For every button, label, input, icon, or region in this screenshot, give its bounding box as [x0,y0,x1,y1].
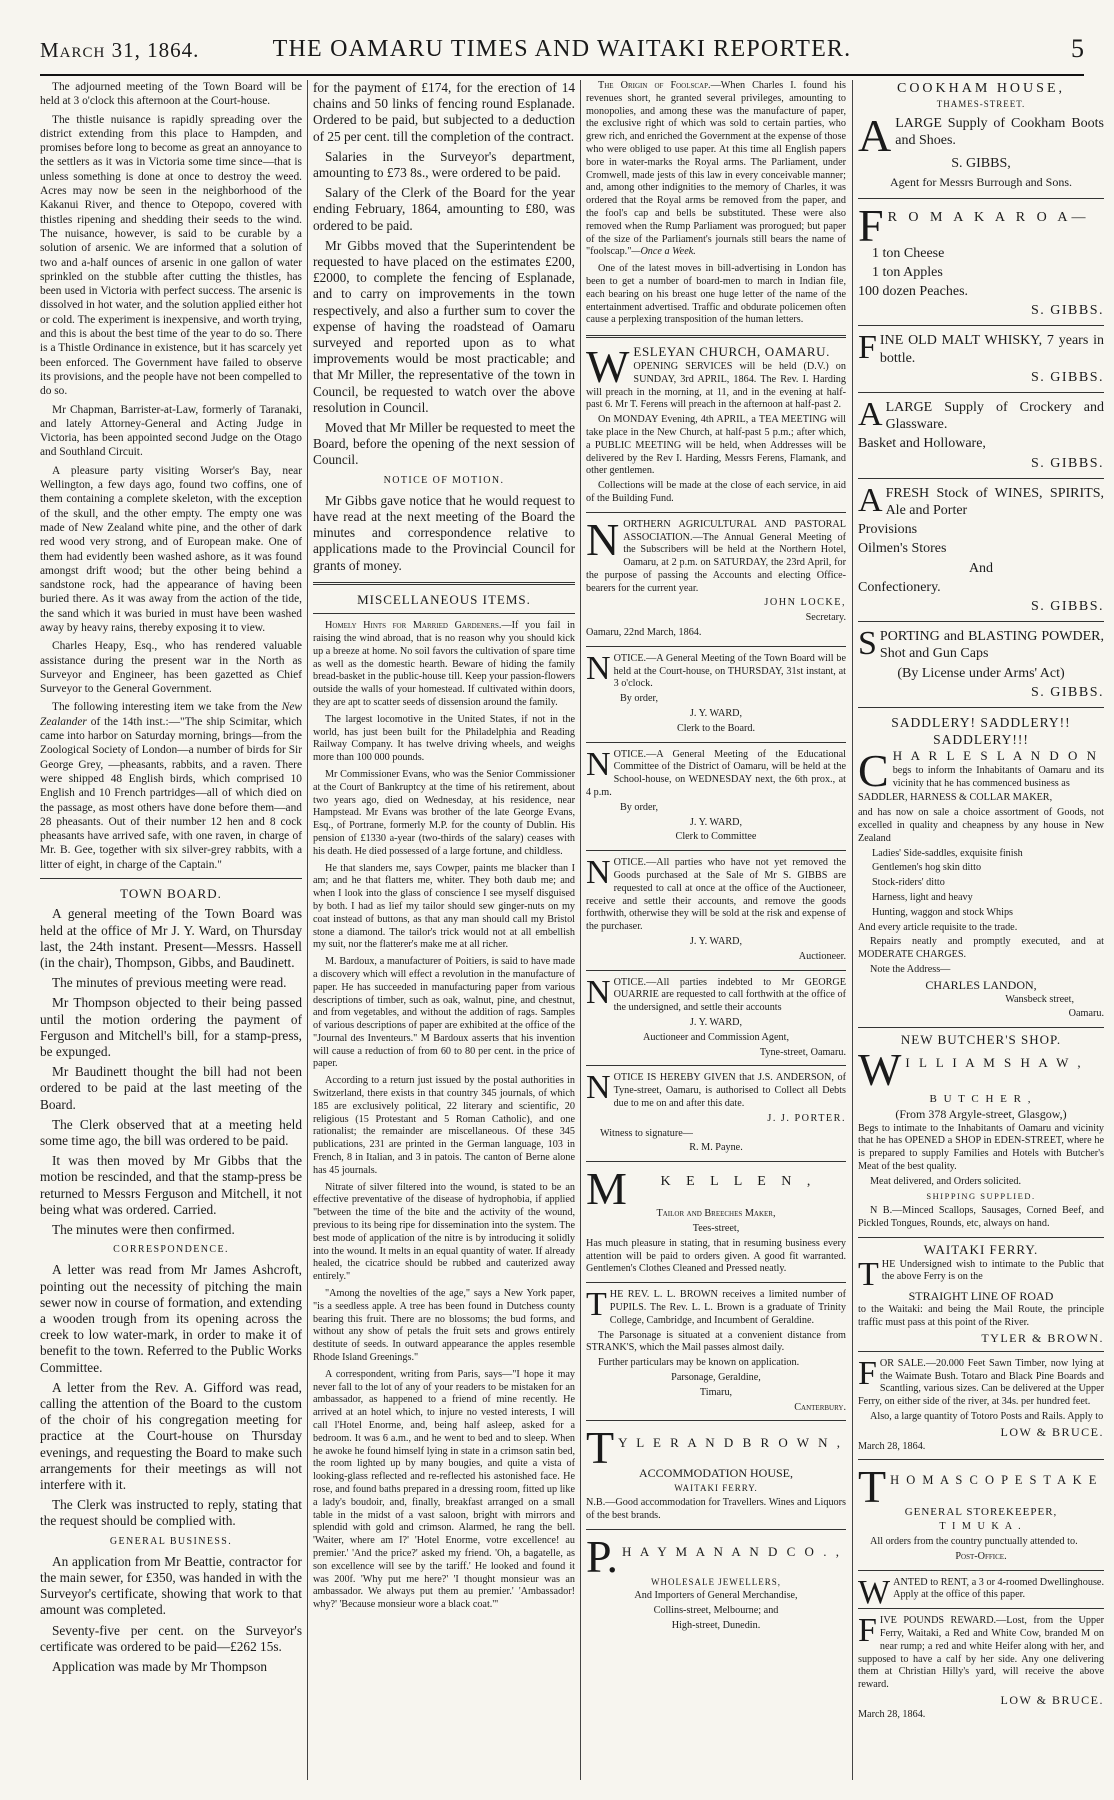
misc-item: "Among the novelties of the age," says a New York paper, "is a seedless apple. A tree has been found in Dutchess county bearing this fruit. There are no blossoms; the bud forms, and without any show of petals the fruit sets and grows entirely destitute of seeds. In outward appearance the apples resemble Rhode Island Greenings." [313,1288,575,1364]
divider [858,1237,1104,1238]
news-paragraph: The adjourned meeting of the Town Board will be held at 3 o'clock this afternoon at the Court-house. [40,81,302,108]
copestake-ad [858,1461,1104,1563]
ad-body: HE Undersigned wish to intimate to the Public that the above Ferry is on the [881,1258,1104,1283]
ad-list-item: Harness, light and heavy [872,891,973,903]
ad-title: I L L I A M S H A W , [905,1054,1084,1070]
report-paragraph: Seventy-five per cent. on the Surveyor's certificate was ordered to be paid—£262 15s. [40,1622,302,1654]
divider [586,742,846,743]
drop-cap: F [858,1612,877,1650]
akaroa-ad [858,199,1104,320]
ad-body: And every article requisite to the trade. [858,921,1018,933]
signature: S. GIBBS. [1030,303,1104,319]
divider [586,1161,846,1162]
signature: S. GIBBS, [951,156,1011,172]
drop-cap: M [586,1163,627,1215]
signature: J. Y. WARD, [689,708,743,720]
ad-line: WAITAKI FERRY. [674,1483,758,1494]
ad-line: And Importers of General Merchandise, [634,1590,798,1602]
ad-line: 1 ton Cheese [872,245,945,261]
drop-cap: N [586,745,611,783]
divider [858,1351,1104,1352]
divider [858,1027,1104,1028]
signature: R. M. Payne. [689,1142,743,1154]
timber-sale-ad [858,1354,1104,1454]
ad-body: LARGE Supply of Crockery and Glassware. [885,399,1104,433]
ad-line: By order, [620,693,659,705]
ad-body: HE REV. L. L. BROWN receives a limited number of PUPILS. The Rev. L. L. Brown is a graduate of Trinity College, Cambridge, and Incumbent of Geraldine. [609,1289,846,1326]
ad-body: Collections will be made at the close of each service, in aid of the Building Fund. [586,480,846,504]
ad-body: begs to inform the Inhabitants of Oamaru and its vicinity that he has commenced business as [892,764,1104,789]
divider [858,1608,1104,1609]
report-paragraph: Mr Gibbs moved that the Superintendent be requested to have placed on the estimates £200, £2000, to complete the fencing of Esplanade, and to carry on improvements in the town respectively, and also a further sum to cover the expense of having the roadstead of Oamaru surveyed and reported upon as to what improvements would be most practicable; and that Mr Miller, the representative of the town in Council, be requested to watch over the above resolution in Council. [313,237,575,415]
misc-item: A correspondent, writing from Paris, says—"I hope it may never fall to the lot of any of your readers to be mistaken for an ambassador, as happened to a friend of mine recently. He arrived at an hotel which, to injure no vested interests, I will call l'Hotel Enorme, and, being half asleep, asked for a bedroom. It was 6 a.m., and he went to bed and to sleep. When he awoke he found himself lying in state in a crimson satin bed, the room lighted up by many bougies, and quite a vista of looking-glass reflected and re-reflected his astonished face. He rose, and found baths prepared in a dressing room, fitted up like a lady's boudoir, and, finally, breakfast arranged on a small table in the midst of a vast saloon, bright with mirrors and splendid with gold and crimson. Alarmed, he rang the bell. 'Waiter, where am I?' 'Hotel Enorme, votre excellence! au premier.' 'And the price?' asked my friend. 'Oh, a bagatelle, as son excellence will see by the tariff.' He looked and found it was 200f. 'Why put me here?' 'I thought monsieur was an ambassador. We always put them au premier.' 'Ambassador! why?' 'Because monsieur wore a black coat.'" [313,1368,575,1611]
report-paragraph: Salaries in the Surveyor's department, amounting to £73 8s., were ordered to be paid. [313,148,575,181]
ad-body: Repairs neatly and promptly executed, and at MODERATE CHARGES. [858,936,1104,961]
divider [313,582,575,585]
divider [858,1459,1104,1460]
ad-line: SHIPPING SUPPLIED. [926,1191,1036,1202]
drop-cap: N [586,1069,611,1107]
kellen-ad [586,1163,846,1276]
ad-body: OTICE IS HEREBY GIVEN that J.S. ANDERSON, of Tyne-street, Oamaru, is authorised to Collect all Debts due to me on and after this date. [613,1072,846,1109]
ad-body: LARGE Supply of Cookham Boots and Shoes. [895,116,1104,149]
news-paragraph: The thistle nuisance is rapidly spreading over the district extending from this place to Hampden, and promises before long to become as great an annoyance to the settlers as it was in Victoria some time since—that is unless something is done at once to destroy the weed. Acres may now be seen in the neighborhood of the Kakanui River, and thence to Otepopo, covered with thistles ripening and shedding their seeds to the wind. The nuisance, however, is said to be curable by a solution of arsenic. We are informed that a solution of two and a-half ounces of arsenic in one gallon of water sprinkled on the stubble after cutting the thistles, has been used in Victoria with perfect success. The arsenic is dissolved in hot water, and the solution applied either hot or cold. The experiment is inexpensive, and worth trying, and this is about the best time of the year to do so. There is a Thistle Ordinance in existence, but it has scarcely yet been enforced. The Government have failed to observe its provisions, and the people have not been compelled to do so. [40,113,302,398]
ad-date: March 28, 1864. [858,1708,926,1720]
page-number: 5 [1071,34,1084,63]
misc-item: According to a return just issued by the postal authorities in Switzerland, there exists in that country 345 journals, of which 185 are exclusively political, 22 literary and scientific, 20 religious (15 Protestant and 5 Roman Catholic), and one rationalist; the remainder are miscellaneous. Of these 345 publications, 231 are printed in the German language, 103 in French, 8 in Italian, and 3 in patois. The canton of Berne alone has 45 journals. [313,1075,575,1176]
ad-line: By order, [620,801,659,813]
ferry-ad [858,1241,1104,1346]
wesleyan-ad [586,341,846,506]
newspaper-name: New Zealander [40,701,302,728]
ad-date: Oamaru, 22nd March, 1864. [586,627,702,639]
subheading: NOTICE OF MOTION. [383,474,505,486]
ad-body: Begs to intimate to the Inhabitants of Oamaru and vicinity that he has OPENED a SHOP in EDEN-STREET, where he is prepared to supply Families and Hotels with Butcher's Meat of the best quality. [858,1122,1104,1172]
divider [586,1529,846,1530]
divider [586,970,846,971]
ad-line: And [968,560,994,576]
tyler-brown-ad [586,1422,846,1522]
divider [858,478,1104,479]
drop-cap: N [586,973,611,1011]
divider [858,1570,1104,1571]
divider [586,1065,846,1066]
report-paragraph: An application from Mr Beattie, contractor for the main sewer, for £350, was handed in with the Surveyor's certificate, showing that work to that amount was completed. [40,1553,302,1618]
item-title: Homely Hints for Married Gardeners. [325,620,502,632]
ad-body: N.B.—Good accommodation for Travellers. Wines and Liquors of the best brands. [586,1496,846,1521]
issue-date: March 31, 1864. [40,38,200,62]
notice-debts [586,973,846,1060]
divider [858,707,1104,708]
ad-body: On MONDAY Evening, 4th APRIL, a TEA MEETING will take place in the New Church, at half-past 5 p.m.; after which, a PUBLIC MEETING will be held, when Addresses will be delivered by the Rev I. Harding, Messrs Ferens, Flamank, and other gentlemen. [586,414,846,477]
divider [858,198,1104,199]
reward-ad [858,1612,1104,1721]
report-paragraph: Mr Thompson objected to their being passed until the motion ordering the payment of Ferguson and Mitchell's bill, for a stamp-press, be expunged. [40,995,302,1059]
ad-body: PORTING and BLASTING POWDER, Shot and Gun Caps [879,629,1104,662]
ad-line: Post-Office. [955,1550,1007,1562]
whisky-ad [858,329,1104,386]
divider [858,392,1104,393]
ad-title: H A Y M A N A N D C O . , [621,1543,842,1559]
report-paragraph: Application was made by Mr Thompson [52,1659,268,1675]
masthead [40,34,1084,76]
news-paragraph [40,700,302,872]
ad-title: ESLEYAN CHURCH, OAMARU. [633,344,830,360]
ad-line: STRAIGHT LINE OF ROAD [908,1288,1054,1303]
misc-item: The largest locomotive in the United States, if not in the world, has just been built for the Philadelphia and Reading Railway Company. It has twelve driving wheels, and weighs more than 100 000 pounds. [313,713,575,764]
column-1 [40,80,302,1780]
news-paragraph: Mr Chapman, Barrister-at-Law, formerly of Taranaki, and lately Attorney-General and Acting Judge in Victoria, has been appointed second Judge on the Otago and Southland Circuit. [40,403,302,459]
news-paragraph: A pleasure party visiting Worser's Bay, near Wellington, a few days ago, found two coffins, one of them containing a complete skeleton, with the exception of the skull, and the other empty. The empty one was made of New Zealand white pine, and the other of dark red wood very strong, and of European make. One of them had evidently been washed ashore, as it was found amongst drift wood; but the other being behind a sandstone rock, had the appearance of having been buried there. As it was away from the action of the tide, the sand which it was buried in must have been washed away by heavy rains, thereby exposing it to view. [40,464,302,634]
divider [858,621,1104,622]
ad-body: OTICE.—All parties indebted to Mr GEORGE OUARRIE are requested to call forthwith at the office of the undersigned, and settle their accounts [613,976,846,1014]
divider [40,878,302,879]
ad-body: FRESH Stock of WINES, SPIRITS, Ale and Porter [885,485,1104,518]
notice-goods [586,854,846,963]
ad-line: Oilmen's Stores [858,541,947,557]
signature-role: Clerk to the Board. [676,722,756,734]
misc-item: One of the latest moves in bill-advertising in London has been to get a number of board-men to march in Indian file, each bearing on his breast one huge letter of the name of the entertainment advertised. Traffic and obdurate policemen often cause a perplexing transposition of the human letters. [586,263,846,326]
signature-role: Auctioneer and Commission Agent, [642,1031,789,1043]
subheading: CORRESPONDENCE. [113,1244,229,1256]
ad-subheading: THAMES-STREET. [936,99,1026,110]
signature-address: Oamaru. [1068,1008,1104,1020]
report-paragraph: Mr Gibbs gave notice that he would request to have read at the next meeting of the Board the minutes and correspondence relative to applications made to the Provincial Council for grants of money. [313,492,575,573]
text-span: —The Annual General Meeting of the Subscribers will be held at the Northern Hotel, Oamaru, at 2 p.m. on SATURDAY, the 23rd April, for the purpose of passing the Accounts and electing Office-bearers for the current year. [586,531,846,594]
ad-list-item: Gentlemen's hog skin ditto [872,862,982,874]
ad-line: (From 378 Argyle-street, Glasgow,) [895,1106,1067,1121]
ad-line: Provisions [858,522,918,538]
ad-list-item: Stock-riders' ditto [872,877,945,889]
report-paragraph: It was then moved by Mr Gibbs that the motion be rescinded, and that the stamp-press be returned to Messrs Ferguson and Mitchell, it not being what was ordered. Carried. [40,1153,302,1217]
ad-line: GENERAL STOREKEEPER, [904,1506,1058,1519]
ad-body [586,513,846,596]
report-paragraph: for the payment of £174, for the erection of 14 chains and 50 links of fencing round Esplanade. Ordered to be paid, but subjected to a deduction of 25 per cent. till the completion of the contract. [313,80,575,144]
misc-item: He that slanders me, says Cowper, paints me blacker than I am; and he that flatters me, whiter. They both daub me; and when I look into the glass of conscience I see myself disguised by both. I had as lief my tailor should sew ginger-nuts on my coat instead of buttons, as that any man should call my Bristol stone a diamond. The tailor's trick would not at all embellish my suit, nor the flatterer's make me at all richer. [313,862,575,951]
column-rule [852,80,853,1780]
report-paragraph: Salary of the Clerk of the Board for the year ending February, 1864, amounting to £80, was ordered to be paid. [313,185,575,233]
signature-role: Auctioneer. [798,950,846,962]
signature: LOW & BRUCE. [1000,1693,1104,1707]
divider [586,646,846,647]
signature: J. J. PORTER. [767,1112,846,1124]
ad-line: Confectionery. [858,579,941,595]
signature-address: Wansbeck street, [1005,993,1074,1005]
signature: S. GIBBS. [1030,455,1104,471]
drop-cap: A [858,395,883,433]
drop-cap: N [586,649,611,687]
report-paragraph: A letter was read from Mr James Ashcroft, pointing out the necessity of pitching the main sewer now in course of formation, and extending a wooden trough from its opening across the creek to low water-mark, in order to make it of benefit to the town. Referred to the Public Works Committee. [40,1262,302,1375]
drop-cap: W [858,1043,902,1095]
ad-body: The Parsonage is situated at a convenient distance from STRANK'S, which the Mail passes almost daily. [586,1329,846,1354]
text-span: of the 14th inst.:—"The ship Scimitar, which came into harbor on Saturday morning, brings—from the Zoological Society of London—a number of birds for Sir George Grey, —pheasants, rabbits, and a raven. There were shipped 48 English birds, which comprised 10 English and 10 French partridges—all of which died on the passage, as most others have done before them—and 28 pheasants. Out of their number 12 hen and 8 cock pheasants have arrived safe, with one raven, in charge of Mr. B. Gee, together with six silver-grey rabbits, with a litter of eight, in charge of the Captain." [40,715,302,871]
ad-line: (By License under Arms' Act) [897,665,1065,681]
crockery-ad [858,395,1104,472]
ad-line: Timaru, [699,1386,733,1398]
drop-cap: F [858,199,884,251]
source-credit: —Once a Week. [631,246,696,258]
ad-body: ANTED to RENT, a 3 or 4-roomed Dwellinghouse. Apply at the office of this paper. [893,1576,1104,1601]
brown-pupils-ad [586,1286,846,1414]
drop-cap: C [858,744,889,796]
text-span: —When Charles I. found his revenues short, he granted several privileges, amounting to monopolies, and among these was the manufacture of paper, the exclusive right of which was sold to certain parties, who grew rich, and enriched the Government at the expense of those who were obliged to use paper. At this time all English papers bore in water-marks the Royal arms. The Parliament, under Cromwell, made jests of this law in every conceivable manner; and, among other indignities to the memory of Charles, it was ordered that the Royal arms be removed from the paper, and the fool's cap and bells be substituted. These were also removed when the Rump Parliament was prorogued; but paper of the size of the Parliament's journals still bears the name of "foolscap." [586,80,846,258]
ad-line: T I M U K A . [939,1521,1023,1533]
ad-line: B U T C H E R , [929,1092,1033,1105]
ad-heading: COOKHAM HOUSE, [896,81,1065,96]
ad-body: INE OLD MALT WHISKY, 7 years in bottle. [879,333,1104,366]
column-3 [586,80,846,1780]
column-rule [580,80,581,1780]
newspaper-title: THE OAMARU TIMES AND WAITAKI REPORTER. [272,36,852,62]
ad-title: K E L L E N , [660,1174,817,1190]
ad-body: Further particulars may be known on application. [598,1357,800,1369]
drop-cap: F [858,329,877,367]
divider [586,512,846,513]
report-paragraph: The minutes of previous meeting were read. [52,975,287,991]
ad-line: Parsonage, Geraldine, [671,1371,761,1383]
notice-town-board [586,649,846,736]
ad-heading: NEW BUTCHER'S SHOP. [900,1032,1062,1048]
divider [586,1282,846,1283]
saddlery-ad [858,714,1104,1021]
column-2 [313,80,575,1780]
ad-heading: WAITAKI FERRY. [923,1241,1039,1257]
ad-line: Tailor and Breeches Maker, [656,1208,776,1220]
signature-address: Tyne-street, Oamaru. [759,1046,846,1058]
ad-heading: SADDLERY! SADDLERY!! SADDLERY!!! [891,714,1071,747]
report-paragraph: The minutes were then confirmed. [52,1221,235,1237]
misc-item: Mr Commissioner Evans, who was the Senior Commissioner at the Court of Bankruptcy at the time of his retirement, about two years ago, died on Wednesday, at his residence, near Hampstead. Mr Evans was brother of the late George Evans, Esq., of Portrane, formerly M.P. for the county of Dublin. His pension of £1330 a-year (two-thirds of the salary) ceases with his death. He died possessed of a large fortune, and childless. [313,768,575,857]
report-paragraph: The Clerk was instructed to reply, stating that the request should be complied with. [40,1497,302,1529]
signature: S. GIBBS. [1030,598,1104,614]
misc-item: Nitrate of silver filtered into the wound, is stated to be an effective preventative of the disease of hydrophobia, if applied "between the time of the bite and the activity of the wound, previous to its being ripe for dissemination into the system. The best mode of application of the nitre is by introducing it solidly into the wound. It melts in an equal quantity of water. If already healed, the cicatrice should be rubbed and cauterized away entirely." [313,1181,575,1283]
divider [858,325,1104,326]
drop-cap: S [858,625,877,663]
column-4 [858,80,1104,1780]
ad-body: N B.—Minced Scallops, Sausages, Corned Beef, and Pickled Tongues, Rounds, etc, always on hand. [858,1205,1104,1230]
wanted-rent-ad [858,1573,1104,1611]
ad-body: IVE POUNDS REWARD.—Lost, from the Upper Ferry, Waitaki, a Red and White Cow, branded M on near rump; a red and white Heifer along with her, and supposed to have a calf by her side. Any one delivering them at Christian Hilly's yard, will receive the above reward. [858,1615,1104,1691]
notice-education [586,745,846,845]
ad-body: and has now on sale a choice assortment of Goods, not excelled in quality and cheapness by any house in New Zealand [858,807,1104,844]
ad-title: ORTHERN AGRICULTURAL AND PASTORAL ASSOCIATION. [623,518,846,543]
ad-title: Y L E R A N D B R O W N , [618,1435,843,1451]
report-paragraph: A general meeting of the Town Board was held at the office of Mr J. Y. Ward, on Thursday last, the 24th instant. Present—Messrs. Hassell (in the chair), Thompson, Gibbs, and Baudinett. [40,906,302,970]
wines-ad [858,481,1104,615]
divider [586,850,846,851]
notice-anderson [586,1069,846,1155]
drop-cap: T [586,1422,615,1474]
hayman-ad [586,1530,846,1633]
drop-cap: N [586,854,611,892]
drop-cap: W [858,1573,891,1611]
news-paragraph: Charles Heapy, Esq., who has rendered valuable assistance during the present war in the North as Surveyor and Engineer, has been gazetted as Chief Surveyor to the General Government. [40,640,302,696]
column-rule [307,80,308,1780]
ad-line: SADDLER, HARNESS & COLLAR MAKER, [858,792,1053,804]
ad-body: All orders from the country punctually attended to. [870,1536,1078,1548]
ad-line: ACCOMMODATION HOUSE, [638,1466,793,1481]
misc-item: M. Bardoux, a manufacturer of Poitiers, is said to have made a discovery which will effect a revolution in the manufacture of paper. He has succeeded in manufacturing paper from various descriptions of timber, such as oak, walnut, pine, and chestnut, and from vegetables, and without the addition of rags. Samples of various descriptions of paper are exhibited at the office of the "Journal des Inventeurs." M Bardoux asserts that his invention will cause a reduction of from 60 to 80 per cent. in the price of paper. [313,956,575,1070]
ad-line: 1 ton Apples [872,264,943,280]
ad-body: Meat delivered, and Orders solicited. [870,1175,1022,1187]
signature: J. Y. WARD, [689,936,743,948]
ad-body: OTICE.—A General Meeting of the Educational Committee of the District of Oamaru, will be held at the School-house, on WEDNESDAY next, the 6th prox., at 4 p.m. [586,748,846,799]
ad-line: 100 dozen Peaches. [858,283,969,299]
report-paragraph: A letter from the Rev. A. Gifford was read, calling the attention of the Board to the custom of the choir of his congregation meeting for practice at the Court-house on Thursday evenings, and requesting the Board to make such arrangements for their meetings as will not interfere with it. [40,1379,302,1493]
signature: CHARLES LANDON, [925,977,1037,992]
text-span: —If you fail in raising the wind abroad, that is no reason why you should kick up a breeze at home. No soil favors the cultivation of spare time as well as the domestic hearth. Beware of hiding the family bread-basket in the public-house till. Keep your passion-flowers outside the walls of your homestead. If cultivated within doors, they are apt to scatter seeds of dissension around the family. [313,620,575,708]
report-paragraph: Mr Baudinett thought the bill had not been ordered to be paid at the last meeting of the Board. [40,1064,302,1112]
drop-cap: N [586,513,620,565]
ad-line: Tees-street, [692,1222,740,1234]
ad-line: Collins-street, Melbourne; and [653,1605,779,1617]
ad-body: Note the Address— [870,963,951,975]
ad-line: Canterbury. [794,1401,846,1413]
signature: TYLER & BROWN. [981,1331,1104,1346]
drop-cap: T [858,1461,887,1513]
butcher-ad [858,1034,1104,1231]
ad-body: Also, a large quantity of Totoro Posts and Rails. Apply to [870,1411,1104,1423]
signature-role: Clerk to Committee [675,831,757,843]
ad-list-item: Hunting, waggon and stock Whips [872,906,1014,918]
drop-cap: A [858,110,892,162]
drop-cap: P. [586,1530,618,1582]
subheading: GENERAL BUSINESS. [109,1535,233,1547]
signature: JOHN LOCKE, [764,597,846,609]
report-paragraph: The Clerk observed that at a meeting held some time ago, the bill was ordered to be paid. [40,1116,302,1148]
ad-title: R O M A K A R O A— [887,209,1090,225]
powder-ad [858,625,1104,701]
signature: S. GIBBS. [1030,684,1104,700]
ad-body: OTICE.—A General Meeting of the Town Board will be held at the Court-house, on THURSDAY, 31st instant, at 3 o'clock. [613,652,846,690]
divider [313,613,575,614]
ad-line: WHOLESALE JEWELLERS, [651,1576,781,1587]
report-paragraph: Moved that Mr Miller be requested to meet the Board, before the opening of the next session of Council. [313,420,575,468]
signature-role: Agent for Messrs Burrough and Sons. [890,175,1072,190]
ad-title: H O M A S C O P E S T A K E [890,1473,1099,1488]
item-title: The Origin of Foolscap. [598,80,711,91]
drop-cap: T [586,1286,607,1324]
ad-line: Witness to signature— [600,1127,693,1139]
divider [586,1420,846,1421]
ad-line: High-street, Dunedin. [671,1619,761,1631]
signature: S. GIBBS. [1030,369,1104,385]
ad-list-item: Ladies' Side-saddles, exquisite finish [872,847,1023,859]
signature: J. Y. WARD, [689,816,743,828]
drop-cap: A [858,481,883,519]
misc-item [313,620,575,710]
divider [586,335,846,338]
ad-body: to the Waitaki: and being the Mail Route, the principle traffic must pass at this point of the River. [858,1304,1104,1329]
signature: LOW & BRUCE. [1000,1424,1104,1439]
association-ad [586,513,846,640]
ad-date: March 28, 1864. [858,1440,926,1452]
misc-item [586,80,846,259]
drop-cap: W [586,341,630,393]
ad-body: OPENING SERVICES will be held (D.V.) on SUNDAY, 3rd APRIL, 1864. The Rev. I. Harding will preach in the morning, at 11, and in the evening at half-past 6. Mr T. Ferens will preach in the afternoon at half-past 2. [586,360,846,411]
ad-title: H A R L E S L A N D O N [892,747,1100,763]
section-heading: TOWN BOARD. [120,886,222,902]
signature: J. Y. WARD, [689,1017,743,1028]
ad-body: Has much pleasure in stating, that in resuming business every attention will be paid to orders given. A good fit warranted. Gentlemen's Clothes Cleaned and Pressed neatly. [586,1237,846,1275]
section-heading: MISCELLANEOUS ITEMS. [357,591,531,607]
ad-line: Basket and Holloware, [858,436,986,452]
drop-cap: T [858,1255,879,1293]
signature-role: Secretary. [805,612,846,624]
text-span: The following interesting item we take from the [52,701,282,714]
ad-body: OR SALE.—20.000 Feet Sawn Timber, now lying at the Waimate Bush. Totaro and Black Pine Boards and Scantling, various sizes. Can be delivered at the Upper Ferry, on either side of the river, at 34s. per hundred feet. [858,1357,1104,1408]
ad-body: OTICE.—All parties who have not yet removed the Goods purchased at the Sale of Mr S. GIBBS are requested to call at once at the office of the Auctioneer, receive and settle their accounts, and remove the goods forthwith, otherwise they will be sold at the risk and expense of the purchaser. [586,857,846,933]
drop-cap: F [858,1354,877,1392]
cookham-boots-ad [858,110,1104,191]
